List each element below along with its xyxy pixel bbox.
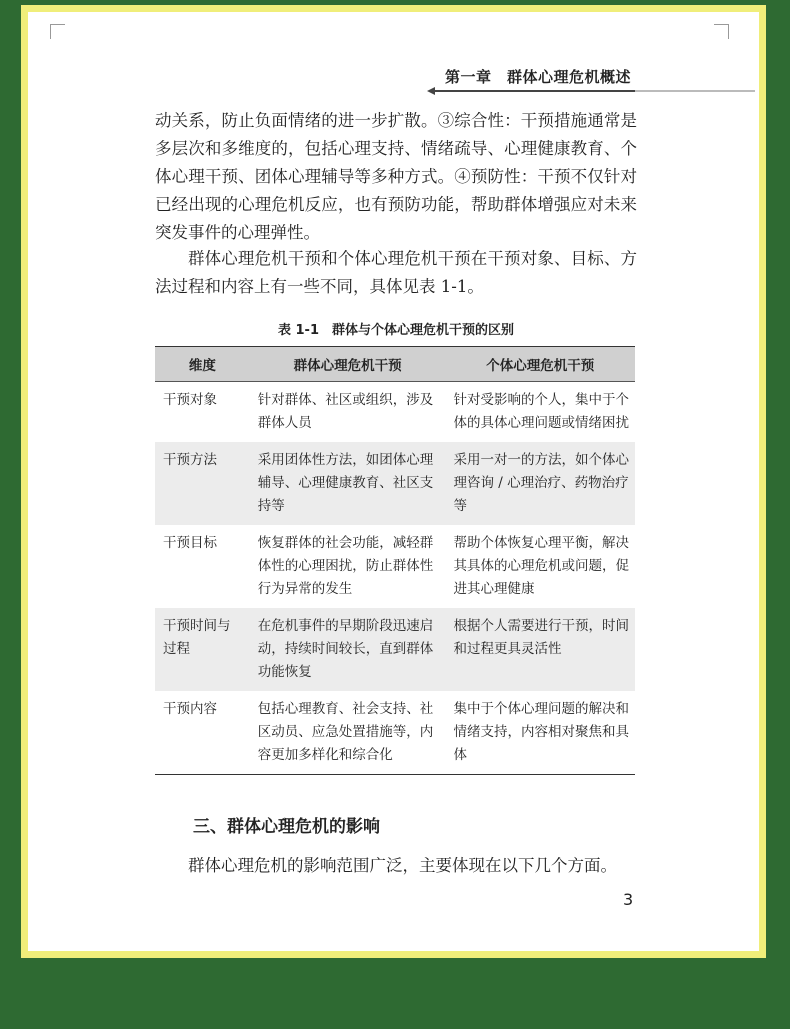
row-group: 针对群体、社区或组织，涉及群体人员 <box>257 392 434 431</box>
header-individual: 个体心理危机干预 <box>446 347 635 382</box>
table-caption: 表 1-1 群体与个体心理危机干预的区别 <box>277 323 514 338</box>
table-row <box>155 525 635 608</box>
header-rule <box>431 90 635 92</box>
chapter-title: 第一章 群体心理危机概述 <box>445 68 632 86</box>
row-group: 在危机事件的早期阶段迅速启动，持续时间较长，直到群体功能恢复 <box>250 608 446 691</box>
header-rule-light <box>635 90 755 92</box>
row-individual: 根据个人需要进行干预，时间和过程更具灵活性 <box>446 608 635 691</box>
row-dimension: 干预目标 <box>163 535 217 551</box>
header-dimension: 维度 <box>155 347 250 382</box>
body-paragraph-2: 群体心理危机干预和个体心理危机干预在干预对象、目标、方法过程和内容上有一些不同，具体见表 1-1。 <box>155 249 637 296</box>
table-row <box>155 608 635 691</box>
table-header-row <box>155 347 635 382</box>
section-heading: 三、群体心理危机的影响 <box>193 817 380 837</box>
row-individual: 针对受影响的个人，集中于个体的具体心理问题或情绪困扰 <box>453 392 630 431</box>
row-group: 恢复群体的社会功能，减轻群体性的心理困扰，防止群体性行为异常的发生 <box>257 535 434 597</box>
table-row <box>155 691 635 775</box>
row-dimension: 干预方法 <box>155 442 250 525</box>
section-body: 群体心理危机的影响范围广泛，主要体现在以下几个方面。 <box>188 856 617 875</box>
row-dimension: 干预时间与过程 <box>155 608 250 691</box>
header-group: 群体心理危机干预 <box>250 347 446 382</box>
row-dimension: 干预对象 <box>163 392 217 408</box>
row-individual: 采用一对一的方法，如个体心理咨询 / 心理治疗、药物治疗等 <box>446 442 635 525</box>
row-individual: 集中于个体心理问题的解决和情绪支持，内容相对聚焦和具体 <box>453 701 630 763</box>
comparison-table <box>155 346 635 775</box>
row-individual: 帮助个体恢复心理平衡，解决其具体的心理危机或问题，促进其心理健康 <box>453 535 630 597</box>
table-row <box>155 382 635 443</box>
row-group: 采用团体性方法，如团体心理辅导、心理健康教育、社区支持等 <box>250 442 446 525</box>
book-page <box>28 12 759 951</box>
row-dimension: 干预内容 <box>163 701 217 717</box>
page-number: 3 <box>623 890 634 909</box>
row-group: 包括心理教育、社会支持、社区动员、应急处置措施等，内容更加多样化和综合化 <box>257 701 434 763</box>
body-paragraph-1: 动关系，防止负面情绪的进一步扩散。③综合性：干预措施通常是多层次和多维度的，包括心理支持、情绪疏导、心理健康教育、个体心理干预、团体心理辅导等多种方式。④预防性：干预不仅针对已经出现的心理危机反应，也有预防功能，帮助群体增强应对未来突发事件的心理弹性。 <box>155 111 637 242</box>
table-row <box>155 442 635 525</box>
